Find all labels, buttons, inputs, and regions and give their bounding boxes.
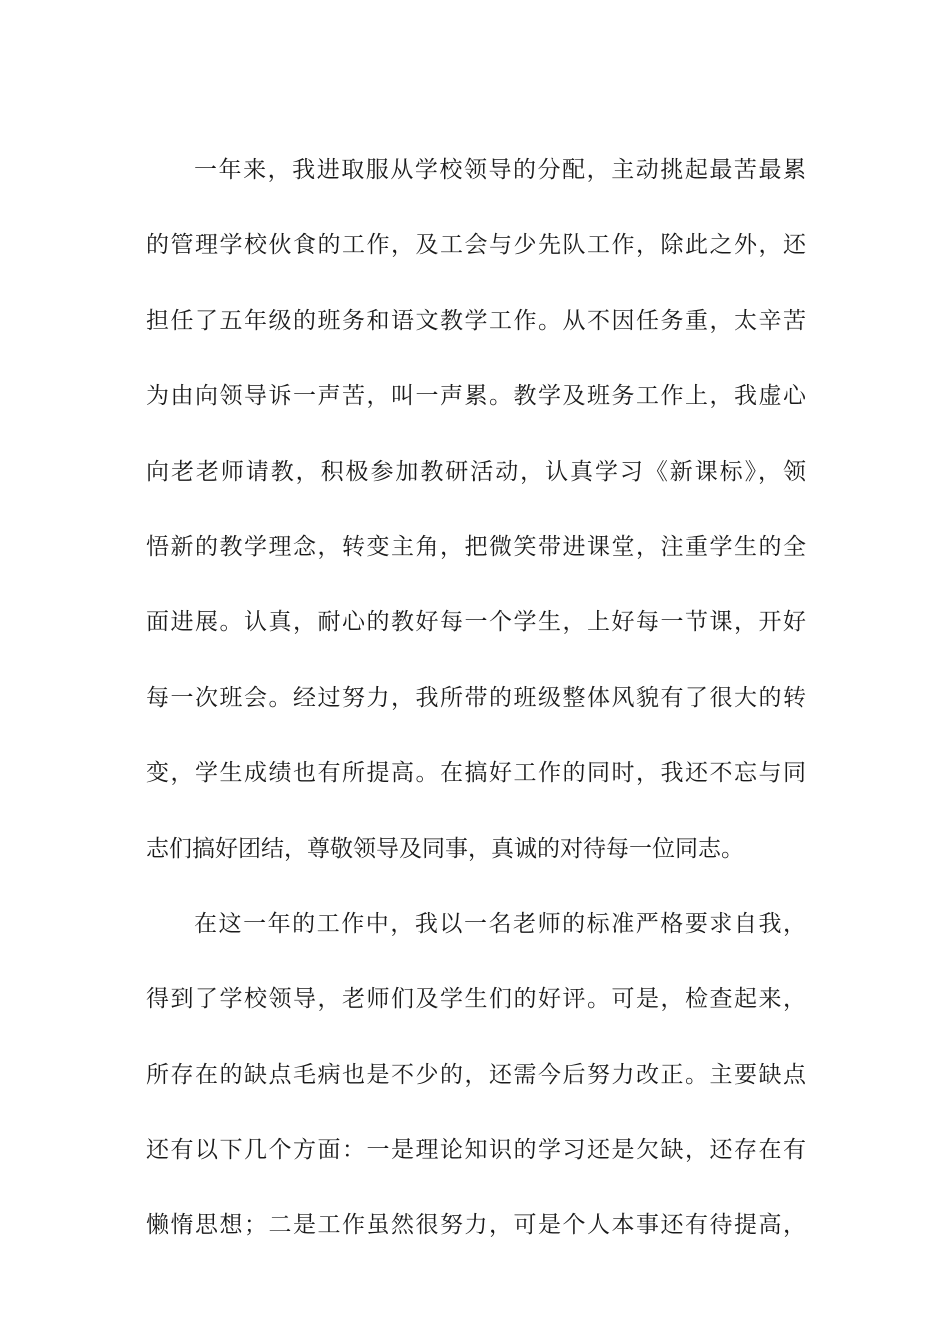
paragraph-line: 为由向领导诉一声苦，叫一声累。教学及班务工作上，我虚心 [146, 383, 806, 410]
paragraph-line: 变，学生成绩也有所提高。在搞好工作的同时，我还不忘与同 [146, 760, 806, 787]
paragraph-line: 还有以下几个方面：一是理论知识的学习还是欠缺，还存在有 [146, 1137, 806, 1164]
paragraph-line: 得到了学校领导，老师们及学生们的好评。可是，检查起来， [146, 986, 806, 1013]
paragraph-line: 向老老师请教，积极参加教研活动，认真学习《新课标》，领 [146, 458, 806, 485]
document-body [146, 133, 806, 1264]
paragraph-line: 的管理学校伙食的工作，及工会与少先队工作，除此之外，还 [146, 232, 806, 259]
paragraph-line: 面进展。认真，耐心的教好每一个学生，上好每一节课，开好 [146, 609, 806, 636]
paragraph-line: 悟新的教学理念，转变主角，把微笑带进课堂，注重学生的全 [146, 533, 806, 560]
paragraph-line: 在这一年的工作中，我以一名老师的标准严格要求自我， [194, 910, 806, 937]
paragraph-2 [146, 887, 806, 1264]
paragraph-line: 志们搞好团结，尊敬领导及同事，真诚的对待每一位同志。 [146, 835, 744, 862]
paragraph-line: 懒惰思想；二是工作虽然很努力，可是个人本事还有待提高， [146, 1212, 806, 1239]
paragraph-line: 每一次班会。经过努力，我所带的班级整体风貌有了很大的转 [146, 684, 806, 711]
paragraph-line: 所存在的缺点毛病也是不少的，还需今后努力改正。主要缺点 [146, 1061, 806, 1088]
paragraph-1 [146, 133, 806, 887]
paragraph-line: 担任了五年级的班务和语文教学工作。从不因任务重，太辛苦 [146, 307, 806, 334]
paragraph-line: 一年来，我进取服从学校领导的分配，主动挑起最苦最累 [194, 157, 806, 183]
